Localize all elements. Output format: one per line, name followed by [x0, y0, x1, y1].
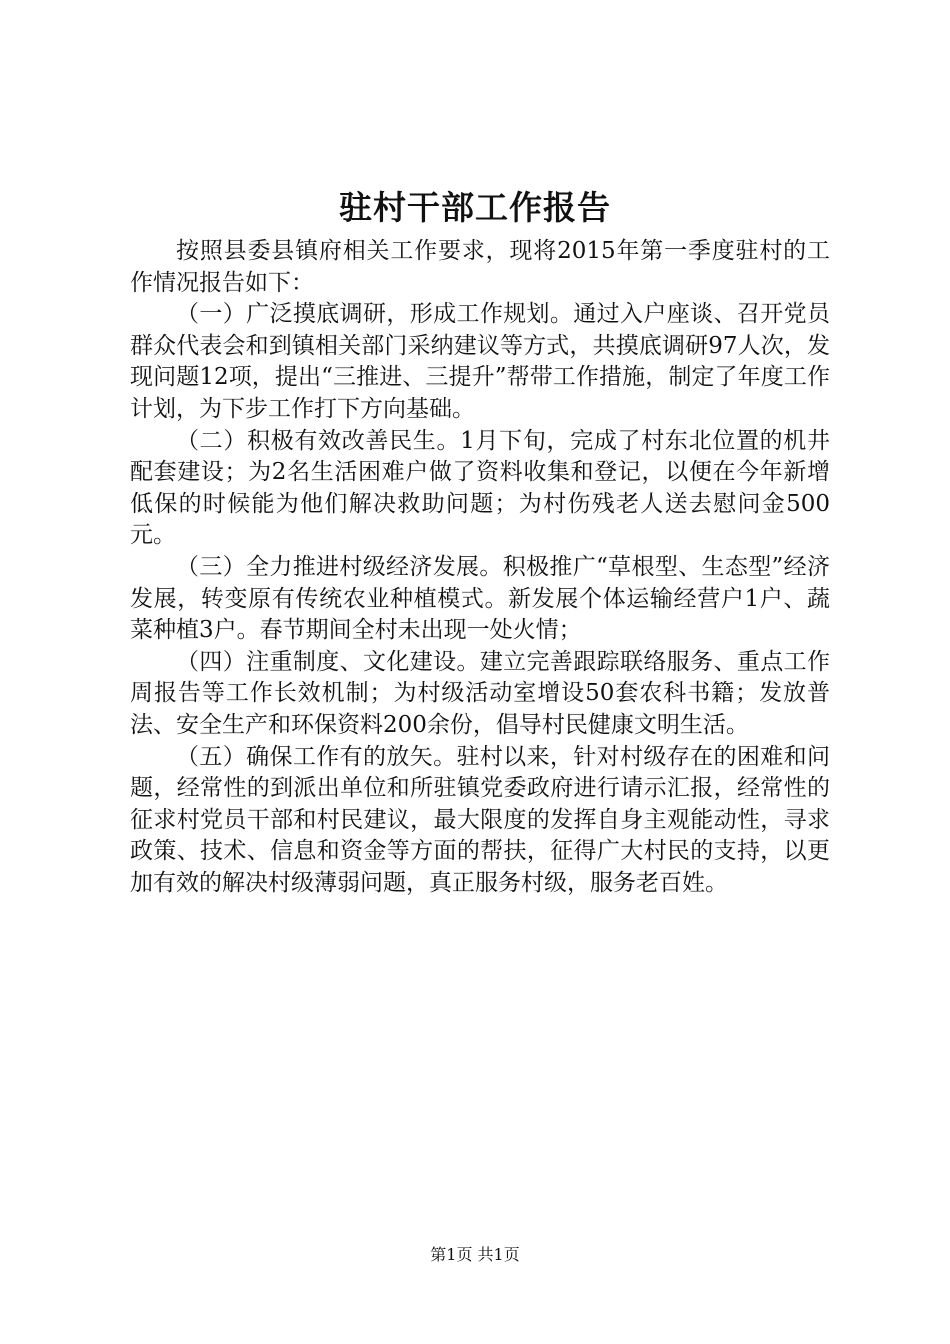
document-title: 驻村干部工作报告: [339, 188, 611, 227]
section-paragraph-5: （五）确保工作有的放矢。驻村以来，针对村级存在的困难和问题，经常性的到派出单位和所驻镇党委政府进行请示汇报，经常性的征求村党员干部和村民建议，最大限度的发挥自身主观能动性，寻求政策、技术、信息和资金等方面的帮扶，征得广大村民的支持，以更加有效的解决村级薄弱问题，真正服务村级，服务老百姓。: [130, 743, 830, 896]
section-paragraph-2: （二）积极有效改善民生。1月下旬，完成了村东北位置的机井配套建设；为2名生活困难户做了资料收集和登记，以便在今年新增低保的时候能为他们解决救助问题；为村伤残老人送去慰问金500元。: [130, 427, 830, 549]
intro-paragraph: 按照县委县镇府相关工作要求，现将2015年第一季度驻村的工作情况报告如下：: [130, 238, 830, 296]
section-paragraph-1: （一）广泛摸底调研，形成工作规划。通过入户座谈、召开党员群众代表会和到镇相关部门采纳建议等方式，共摸底调研97人次，发现问题12项，提出“三推进、三提升”帮带工作措施，制定了年度工作计划，为下步工作打下方向基础。: [130, 301, 830, 422]
section-paragraph-4: （四）注重制度、文化建设。建立完善跟踪联络服务、重点工作周报告等工作长效机制；为村级活动室增设50套农科书籍；发放普法、安全生产和环保资料200余份，倡导村民健康文明生活。: [130, 648, 830, 738]
page-footer: 第1页 共1页: [430, 1245, 520, 1264]
section-paragraph-3: （三）全力推进村级经济发展。积极推广“草根型、生态型”经济发展，转变原有传统农业种植模式。新发展个体运输经营户1户、蔬菜种植3户。春节期间全村未出现一处火情；: [130, 553, 830, 644]
document-body: [130, 236, 830, 899]
